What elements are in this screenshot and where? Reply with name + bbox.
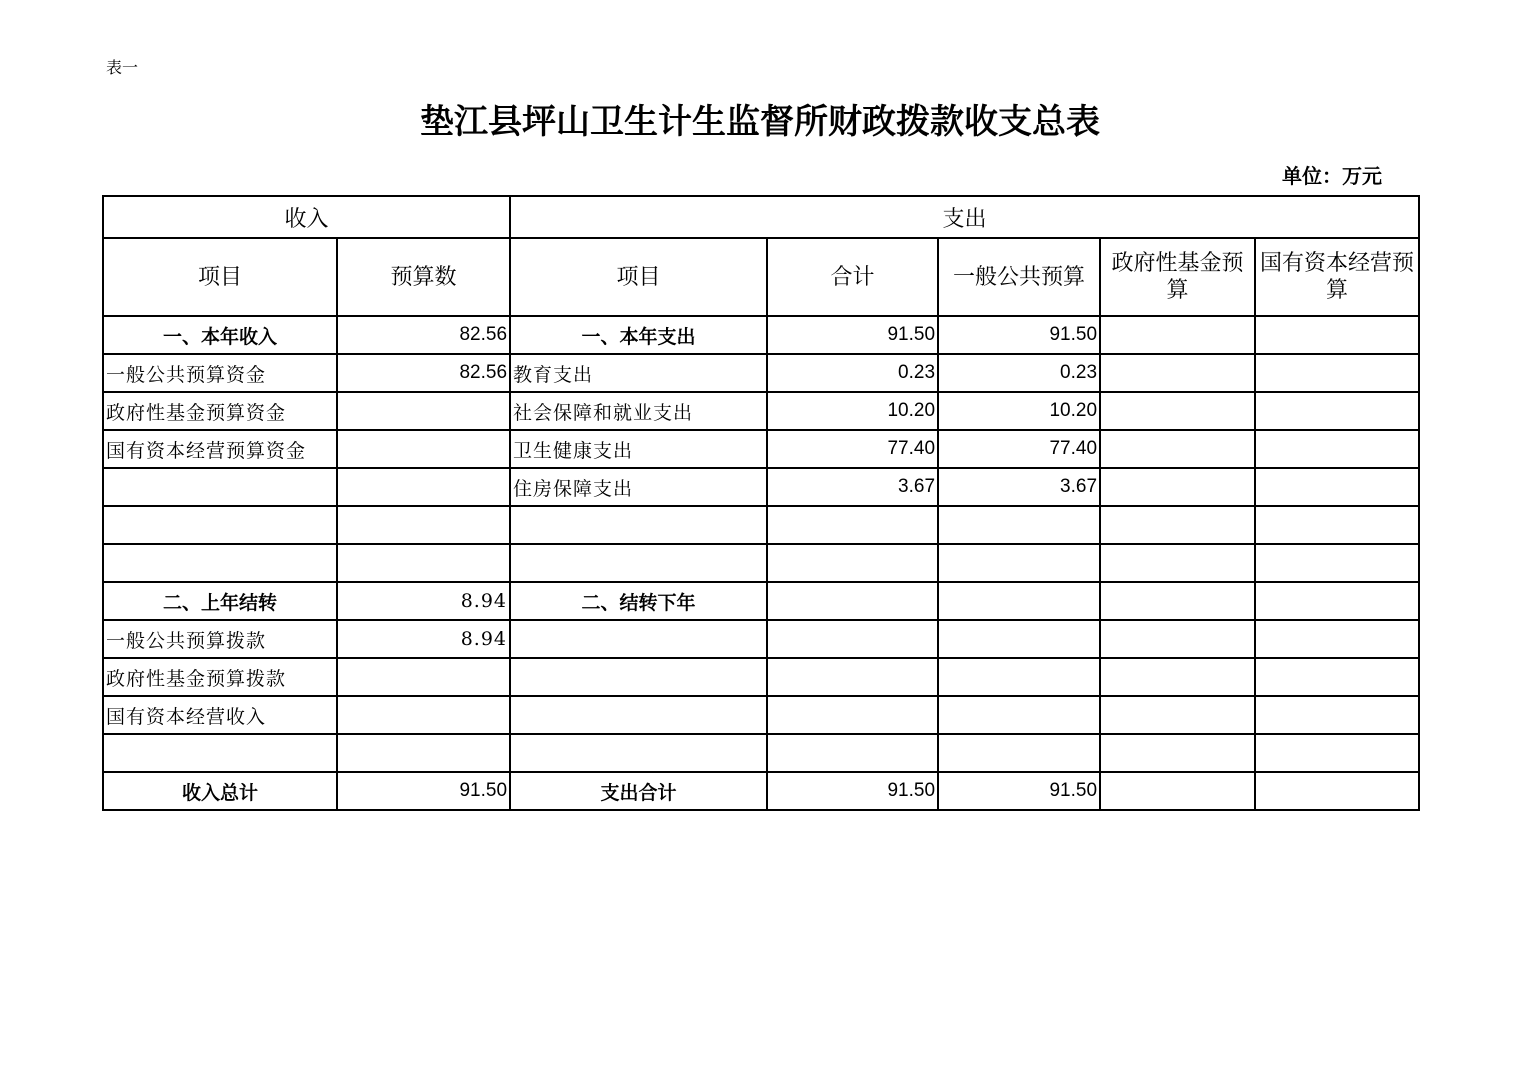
income-total-label: 收入总计	[103, 772, 337, 810]
income-value	[337, 430, 510, 468]
income-section-header: 收入	[103, 196, 510, 238]
expense-item: 一、本年支出	[510, 316, 767, 354]
expense-gov-fund	[1100, 582, 1255, 620]
expense-general	[938, 620, 1100, 658]
col-header-general-budget: 一般公共预算	[938, 238, 1100, 316]
expense-item: 教育支出	[510, 354, 767, 392]
expense-gov-fund	[1100, 658, 1255, 696]
expense-item	[510, 658, 767, 696]
col-header-state-capital: 国有资本经营预算	[1255, 238, 1419, 316]
expense-state-capital	[1255, 544, 1419, 582]
income-value	[337, 544, 510, 582]
expense-state-capital	[1255, 468, 1419, 506]
expense-item	[510, 734, 767, 772]
table-row	[103, 734, 1419, 772]
expense-state-capital	[1255, 392, 1419, 430]
income-value: 82.56	[337, 354, 510, 392]
table-row	[103, 392, 1419, 430]
expense-total	[767, 620, 938, 658]
income-value	[337, 658, 510, 696]
expense-total	[767, 658, 938, 696]
expense-state-capital	[1255, 620, 1419, 658]
expense-total: 77.40	[767, 430, 938, 468]
expense-item: 二、结转下年	[510, 582, 767, 620]
expense-gov-fund	[1100, 696, 1255, 734]
expense-item	[510, 544, 767, 582]
income-item: 二、上年结转	[103, 582, 337, 620]
table-row	[103, 430, 1419, 468]
expense-total	[767, 734, 938, 772]
income-total-value: 91.50	[337, 772, 510, 810]
expense-total: 10.20	[767, 392, 938, 430]
income-item	[103, 544, 337, 582]
income-item: 一、本年收入	[103, 316, 337, 354]
expense-total: 91.50	[767, 772, 938, 810]
expense-general: 3.67	[938, 468, 1100, 506]
income-item	[103, 506, 337, 544]
header-row-sections	[103, 196, 1419, 238]
income-item: 政府性基金预算拨款	[103, 658, 337, 696]
table-label: 表一	[106, 58, 139, 77]
expense-item: 住房保障支出	[510, 468, 767, 506]
income-expense-table	[102, 195, 1420, 811]
expense-item	[510, 620, 767, 658]
expense-general	[938, 658, 1100, 696]
expense-total	[767, 506, 938, 544]
expense-state-capital	[1255, 506, 1419, 544]
expense-gov-fund	[1100, 734, 1255, 772]
expense-gov-fund	[1100, 392, 1255, 430]
expense-general	[938, 544, 1100, 582]
document-title: 垫江县坪山卫生计生监督所财政拨款收支总表	[420, 102, 1100, 142]
expense-general	[938, 696, 1100, 734]
income-value	[337, 734, 510, 772]
income-value	[337, 696, 510, 734]
income-item	[103, 468, 337, 506]
expense-general	[938, 582, 1100, 620]
income-value: 8.94	[337, 582, 510, 620]
expense-gov-fund	[1100, 430, 1255, 468]
income-item: 一般公共预算资金	[103, 354, 337, 392]
table-row	[103, 658, 1419, 696]
expense-item: 卫生健康支出	[510, 430, 767, 468]
expense-gov-fund	[1100, 354, 1255, 392]
expense-state-capital	[1255, 316, 1419, 354]
expense-gov-fund	[1100, 620, 1255, 658]
income-value: 8.94	[337, 620, 510, 658]
expense-total: 91.50	[767, 316, 938, 354]
income-item: 一般公共预算拨款	[103, 620, 337, 658]
expense-total-label: 支出合计	[510, 772, 767, 810]
expense-general	[938, 734, 1100, 772]
expense-total	[767, 544, 938, 582]
income-item	[103, 734, 337, 772]
expense-section-header: 支出	[510, 196, 1419, 238]
expense-general: 77.40	[938, 430, 1100, 468]
income-item: 国有资本经营收入	[103, 696, 337, 734]
income-value	[337, 468, 510, 506]
expense-state-capital	[1255, 734, 1419, 772]
income-item: 政府性基金预算资金	[103, 392, 337, 430]
col-header-total: 合计	[767, 238, 938, 316]
table-row	[103, 696, 1419, 734]
expense-gov-fund	[1100, 316, 1255, 354]
expense-state-capital	[1255, 696, 1419, 734]
col-header-expense-item: 项目	[510, 238, 767, 316]
table-row	[103, 354, 1419, 392]
header-row-columns	[103, 238, 1419, 316]
expense-state-capital	[1255, 658, 1419, 696]
expense-general: 91.50	[938, 772, 1100, 810]
col-header-budget: 预算数	[337, 238, 510, 316]
expense-general	[938, 506, 1100, 544]
income-item: 国有资本经营预算资金	[103, 430, 337, 468]
income-value	[337, 392, 510, 430]
expense-total	[767, 582, 938, 620]
expense-state-capital	[1255, 582, 1419, 620]
col-header-gov-fund: 政府性基金预算	[1100, 238, 1255, 316]
expense-state-capital	[1255, 772, 1419, 810]
expense-item	[510, 696, 767, 734]
table-row	[103, 468, 1419, 506]
unit-label: 单位：万元	[1282, 164, 1382, 188]
table-row	[103, 620, 1419, 658]
expense-gov-fund	[1100, 544, 1255, 582]
expense-total	[767, 696, 938, 734]
table-row	[103, 544, 1419, 582]
expense-gov-fund	[1100, 772, 1255, 810]
income-value	[337, 506, 510, 544]
table-row	[103, 582, 1419, 620]
expense-general: 0.23	[938, 354, 1100, 392]
income-value: 82.56	[337, 316, 510, 354]
expense-item: 社会保障和就业支出	[510, 392, 767, 430]
expense-item	[510, 506, 767, 544]
expense-state-capital	[1255, 354, 1419, 392]
expense-general: 91.50	[938, 316, 1100, 354]
expense-general: 10.20	[938, 392, 1100, 430]
table-row	[103, 506, 1419, 544]
expense-state-capital	[1255, 430, 1419, 468]
expense-total: 0.23	[767, 354, 938, 392]
col-header-income-item: 项目	[103, 238, 337, 316]
expense-gov-fund	[1100, 506, 1255, 544]
table-row	[103, 316, 1419, 354]
expense-gov-fund	[1100, 468, 1255, 506]
expense-total: 3.67	[767, 468, 938, 506]
table-row-totals	[103, 772, 1419, 810]
